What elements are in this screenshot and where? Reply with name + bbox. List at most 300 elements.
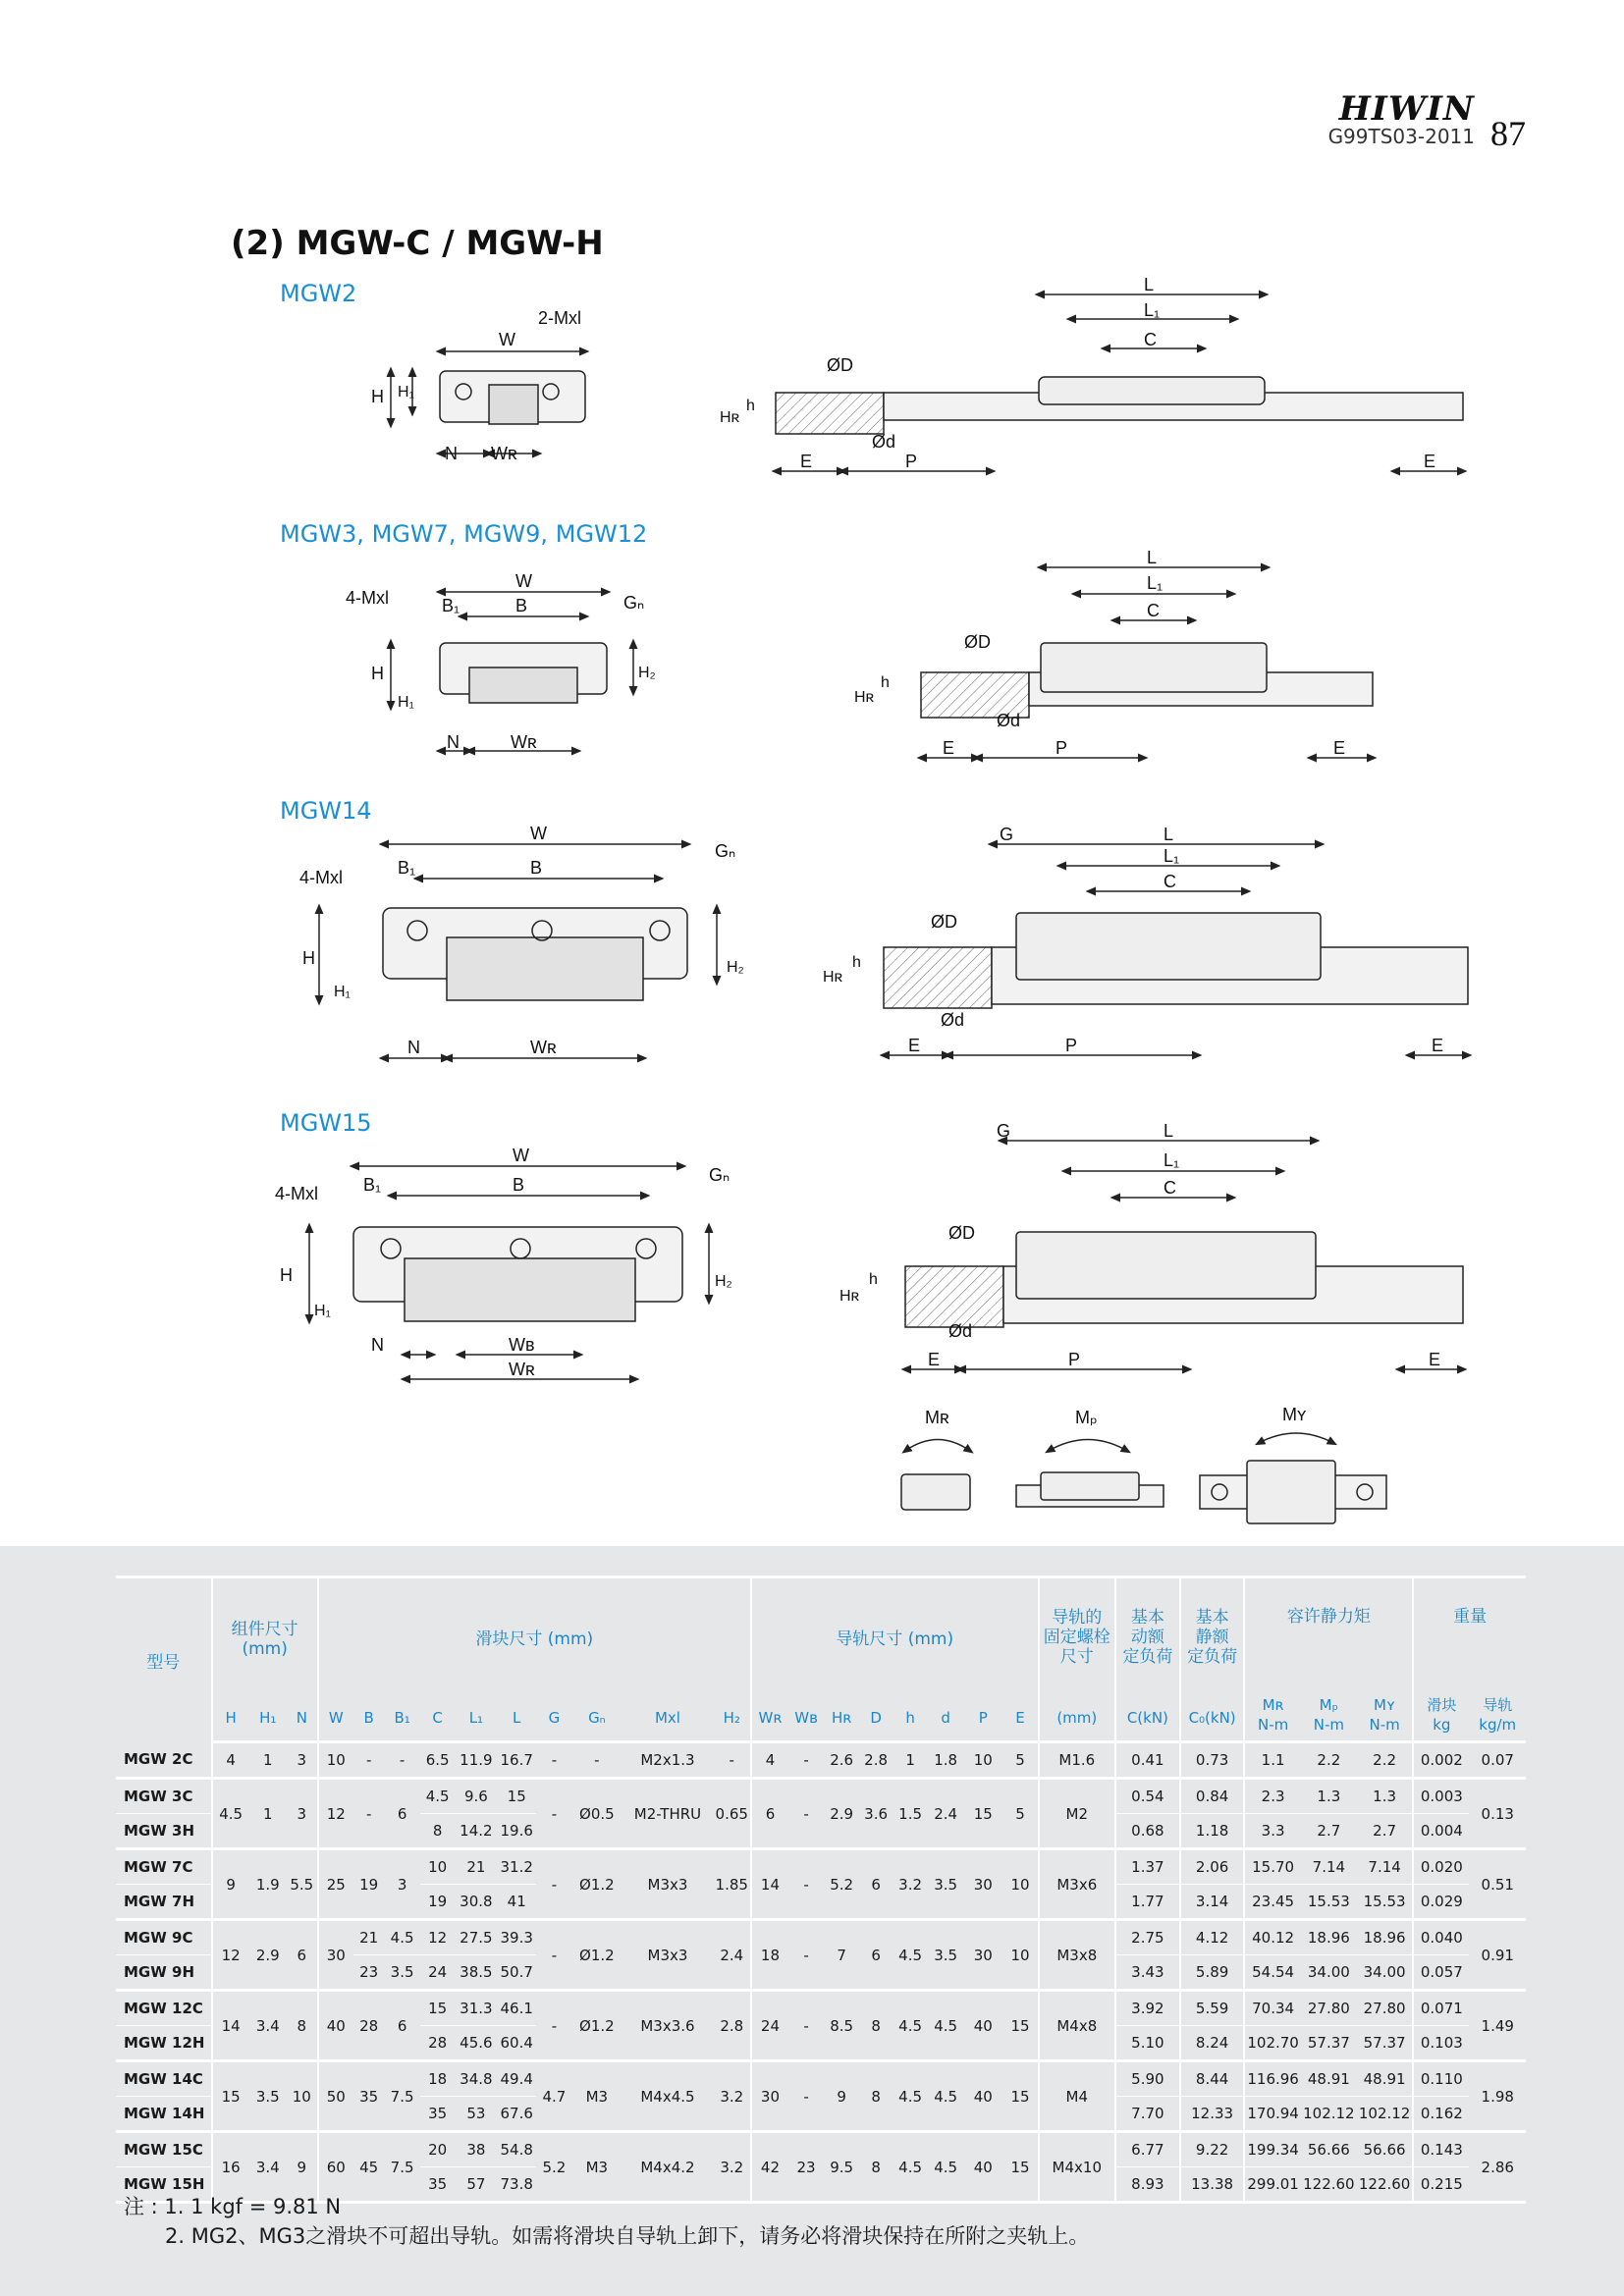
- model-label-mgw15: MGW15: [280, 1109, 372, 1137]
- mgw3-12-dim-b: B: [515, 596, 528, 615]
- cell-wr: 4: [751, 1742, 788, 1779]
- cell-mxl: M3x3: [622, 1849, 713, 1920]
- cell-mp: 57.37: [1301, 2026, 1357, 2061]
- cell-b: 28: [353, 1991, 385, 2061]
- cell-c0: 4.12: [1180, 1920, 1245, 1955]
- cell-mp: 56.66: [1301, 2132, 1357, 2167]
- mgw14-dim-mxl: 4-Mxl: [299, 868, 343, 887]
- cell-d: 8: [859, 1991, 893, 2061]
- cell-hr: 7: [824, 1920, 859, 1991]
- mgw14-dim-b: B: [530, 858, 543, 878]
- column-header: L₁: [456, 1695, 497, 1742]
- cell-cdyn: 6.77: [1115, 2132, 1180, 2167]
- mgw3-12-side-l1: L₁: [1147, 573, 1164, 593]
- specification-table-body: [116, 1742, 1526, 2203]
- mgw2-side-od-small: Ød: [872, 432, 896, 452]
- cell-hr: 9.5: [824, 2132, 859, 2203]
- header-weight: 重量: [1413, 1577, 1526, 1696]
- cell-h1: 2.9: [249, 1920, 287, 1991]
- cell-kg: 0.040: [1413, 1920, 1469, 1955]
- mgw15-side-c: C: [1164, 1178, 1176, 1198]
- mgw15-side-od-big: ØD: [948, 1223, 975, 1243]
- page-number: 87: [1490, 114, 1526, 153]
- specification-table: [116, 1575, 1526, 2204]
- model-cell: MGW 9C: [116, 1920, 212, 1955]
- cell-wr: 30: [751, 2061, 788, 2132]
- cell-cdyn: 3.43: [1115, 1955, 1180, 1991]
- mgw2-front-view: [391, 351, 585, 454]
- cell-my: 56.66: [1357, 2132, 1413, 2167]
- cell-cdyn: 1.77: [1115, 1885, 1180, 1920]
- header-model: 型号: [116, 1577, 212, 1742]
- cell-l: 39.3: [497, 1920, 536, 1955]
- cell-h1: 3.4: [249, 1991, 287, 2061]
- cell-bolt: M2: [1039, 1779, 1115, 1849]
- cell-g: -: [536, 1991, 571, 2061]
- mgw15-dim-gn: Gₙ: [709, 1165, 731, 1185]
- cell-mr: 3.3: [1244, 1814, 1300, 1849]
- mgw2-dim-w: W: [499, 330, 515, 349]
- cell-l: 31.2: [497, 1849, 536, 1885]
- cell-mxl: M3x3.6: [622, 1991, 713, 2061]
- cell-bolt: M4x10: [1039, 2132, 1115, 2203]
- cell-e: 15: [1002, 1991, 1038, 2061]
- mgw3-12-side-hr: Hʀ: [854, 689, 875, 706]
- mgw2-side-od-big: ØD: [827, 355, 853, 375]
- column-header: B: [353, 1695, 385, 1742]
- cell-wb: 23: [788, 2132, 824, 2203]
- cell-h1: 1: [249, 1779, 287, 1849]
- cell-my: 57.37: [1357, 2026, 1413, 2061]
- cell-cdyn: 7.70: [1115, 2097, 1180, 2132]
- cell-cdyn: 0.54: [1115, 1779, 1180, 1814]
- cell-kg: 0.003: [1413, 1779, 1469, 1814]
- cell-cdyn: 0.68: [1115, 1814, 1180, 1849]
- cell-n: 3: [287, 1742, 318, 1779]
- mgw14-dim-n: N: [407, 1038, 420, 1057]
- cell-wb: -: [788, 1742, 824, 1779]
- mgw14-dim-h: H: [302, 948, 315, 968]
- cell-wr: 42: [751, 2132, 788, 2203]
- mgw14-front-view: [319, 844, 717, 1058]
- cell-w: 40: [318, 1991, 353, 2061]
- cell-c0: 0.73: [1180, 1742, 1245, 1779]
- cell-c: 8: [420, 1814, 456, 1849]
- column-header: C₀(kN): [1180, 1695, 1245, 1742]
- cell-mp: 34.00: [1301, 1955, 1357, 1991]
- mgw3-12-dim-gn: Gₙ: [623, 593, 645, 613]
- document-code: G99TS03-2011: [1327, 125, 1475, 148]
- mgw14-dim-h1: H₁: [334, 984, 351, 1000]
- cell-my: 34.00: [1357, 1955, 1413, 1991]
- cell-p: 40: [963, 1991, 1002, 2061]
- cell-mp: 2.2: [1301, 1742, 1357, 1779]
- mgw15-dim-b1: B₁: [363, 1175, 382, 1195]
- cell-g: 5.2: [536, 2132, 571, 2203]
- mgw14-side-c: C: [1164, 872, 1176, 891]
- cell-c: 28: [420, 2026, 456, 2061]
- cell-c: 6.5: [420, 1742, 456, 1779]
- cell-c0: 12.33: [1180, 2097, 1245, 2132]
- cell-h: 4.5: [212, 1779, 249, 1849]
- cell-gn: -: [571, 1742, 622, 1779]
- cell-mp: 122.60: [1301, 2167, 1357, 2203]
- mgw14-side-od-big: ØD: [931, 912, 957, 932]
- mgw15-side-p: P: [1068, 1350, 1081, 1369]
- mgw15-side-e-left: E: [928, 1350, 941, 1369]
- mgw3-12-side-c: C: [1147, 601, 1160, 620]
- cell-b1: 7.5: [385, 2132, 420, 2203]
- column-header: Gₙ: [571, 1695, 622, 1742]
- model-cell: MGW 15C: [116, 2132, 212, 2167]
- cell-h: 4.5: [893, 2132, 928, 2203]
- cell-kg: 0.004: [1413, 1814, 1469, 1849]
- cell-mxl: M4x4.2: [622, 2132, 713, 2203]
- cell-bolt: M3x8: [1039, 1920, 1115, 1991]
- table-row: [116, 1920, 1526, 1955]
- cell-l1: 21: [456, 1849, 497, 1885]
- cell-e: 10: [1002, 1849, 1038, 1920]
- cell-my: 122.60: [1357, 2167, 1413, 2203]
- column-header: Mʏ N-m: [1357, 1695, 1413, 1742]
- cell-bolt: M4x8: [1039, 1991, 1115, 2061]
- cell-d: 8: [859, 2132, 893, 2203]
- mgw14-side-hr: Hʀ: [823, 969, 843, 986]
- cell-h: 1: [893, 1742, 928, 1779]
- cell-mr: 102.70: [1244, 2026, 1300, 2061]
- cell-h: 4.5: [893, 1991, 928, 2061]
- cell-h2: 3.2: [714, 2061, 751, 2132]
- cell-rail_kg: 0.91: [1469, 1920, 1526, 1991]
- cell-h2: 3.2: [714, 2132, 751, 2203]
- cell-mp: 102.12: [1301, 2097, 1357, 2132]
- cell-l1: 31.3: [456, 1991, 497, 2026]
- mgw15-side-l: L: [1164, 1121, 1174, 1141]
- cell-l: 50.7: [497, 1955, 536, 1991]
- mgw15-dim-wr: Wʀ: [509, 1360, 535, 1379]
- cell-hr: 9: [824, 2061, 859, 2132]
- mgw3-12-dim-h2: H₂: [638, 665, 656, 681]
- cell-mr: 199.34: [1244, 2132, 1300, 2167]
- cell-c: 24: [420, 1955, 456, 1991]
- cell-l1: 38: [456, 2132, 497, 2167]
- mgw3-12-dim-b1: B₁: [442, 596, 460, 615]
- cell-h: 14: [212, 1991, 249, 2061]
- cell-wr: 18: [751, 1920, 788, 1991]
- mgw14-side-l1: L₁: [1164, 846, 1180, 866]
- cell-c: 35: [420, 2167, 456, 2203]
- cell-mp: 15.53: [1301, 1885, 1357, 1920]
- model-cell: MGW 3C: [116, 1779, 212, 1814]
- column-header: Wʀ: [751, 1695, 788, 1742]
- cell-my: 18.96: [1357, 1920, 1413, 1955]
- cell-c: 19: [420, 1885, 456, 1920]
- mgw3-12-side-od-big: ØD: [964, 632, 991, 652]
- cell-l: 67.6: [497, 2097, 536, 2132]
- cell-hr: 8.5: [824, 1991, 859, 2061]
- cell-kg: 0.071: [1413, 1991, 1469, 2026]
- cell-bolt: M1.6: [1039, 1742, 1115, 1779]
- section-title: (2) MGW-C / MGW-H: [231, 224, 604, 263]
- cell-b: -: [353, 1779, 385, 1849]
- cell-c0: 8.24: [1180, 2026, 1245, 2061]
- cell-n: 10: [287, 2061, 318, 2132]
- cell-h: 3.2: [893, 1849, 928, 1920]
- note-1: 注 : 1. 1 kgf = 9.81 N: [124, 2195, 342, 2218]
- cell-c: 4.5: [420, 1779, 456, 1814]
- cell-h: 4.5: [893, 1920, 928, 1991]
- cell-kg: 0.215: [1413, 2167, 1469, 2203]
- cell-h: 4.5: [893, 2061, 928, 2132]
- cell-mr: 40.12: [1244, 1920, 1300, 1955]
- cell-my: 27.80: [1357, 1991, 1413, 2026]
- cell-kg: 0.110: [1413, 2061, 1469, 2097]
- column-header: Mxl: [622, 1695, 713, 1742]
- mgw2-side-h: h: [746, 398, 755, 414]
- column-header: W: [318, 1695, 353, 1742]
- cell-l1: 14.2: [456, 1814, 497, 1849]
- cell-d: 2.4: [928, 1779, 963, 1849]
- cell-d: 3.6: [859, 1779, 893, 1849]
- cell-b: 45: [353, 2132, 385, 2203]
- table-notes: [124, 2192, 1089, 2251]
- cell-mp: 1.3: [1301, 1779, 1357, 1814]
- column-header: B₁: [385, 1695, 420, 1742]
- cell-g: -: [536, 1779, 571, 1849]
- cell-c: 35: [420, 2097, 456, 2132]
- cell-h2: 2.4: [714, 1920, 751, 1991]
- cell-kg: 0.143: [1413, 2132, 1469, 2167]
- cell-d: 3.5: [928, 1849, 963, 1920]
- cell-my: 2.2: [1357, 1742, 1413, 1779]
- mgw3-12-side-od-small: Ød: [997, 711, 1021, 730]
- cell-cdyn: 1.37: [1115, 1849, 1180, 1885]
- mgw3-12-side-e-right: E: [1333, 738, 1346, 758]
- cell-c0: 5.59: [1180, 1991, 1245, 2026]
- cell-kg: 0.020: [1413, 1849, 1469, 1885]
- cell-l1: 53: [456, 2097, 497, 2132]
- cell-h: 4: [212, 1742, 249, 1779]
- table-row: [116, 2132, 1526, 2167]
- cell-w: 12: [318, 1779, 353, 1849]
- cell-l1: 9.6: [456, 1779, 497, 1814]
- cell-c0: 9.22: [1180, 2132, 1245, 2167]
- cell-h: 9: [212, 1849, 249, 1920]
- column-header: C: [420, 1695, 456, 1742]
- mgw3-12-dim-h1: H₁: [398, 694, 414, 711]
- mgw15-dim-h2: H₂: [715, 1273, 732, 1290]
- cell-b: 23: [353, 1955, 385, 1991]
- cell-my: 7.14: [1357, 1849, 1413, 1885]
- mgw2-side-p: P: [905, 452, 918, 471]
- cell-wb: -: [788, 1849, 824, 1920]
- cell-mr: 2.3: [1244, 1779, 1300, 1814]
- mgw15-dim-h1: H₁: [314, 1303, 331, 1319]
- cell-l1: 34.8: [456, 2061, 497, 2097]
- cell-e: 5: [1002, 1779, 1038, 1849]
- cell-mr: 54.54: [1244, 1955, 1300, 1991]
- mgw15-side-h: h: [869, 1271, 878, 1288]
- cell-l1: 30.8: [456, 1885, 497, 1920]
- cell-rail_kg: 0.13: [1469, 1779, 1526, 1849]
- cell-mr: 15.70: [1244, 1849, 1300, 1885]
- mgw2-dim-wr: Wʀ: [491, 444, 517, 463]
- column-header: (mm): [1039, 1695, 1115, 1742]
- cell-c: 20: [420, 2132, 456, 2167]
- cell-e: 10: [1002, 1920, 1038, 1991]
- cell-c0: 3.14: [1180, 1885, 1245, 1920]
- column-header: Wʙ: [788, 1695, 824, 1742]
- cell-mxl: M2-THRU: [622, 1779, 713, 1849]
- cell-l: 15: [497, 1779, 536, 1814]
- cell-w: 50: [318, 2061, 353, 2132]
- table-row: [116, 1991, 1526, 2026]
- header-bolt: 导轨的 固定螺栓 尺寸: [1039, 1577, 1115, 1696]
- cell-my: 2.7: [1357, 1814, 1413, 1849]
- mgw14-side-e-left: E: [908, 1036, 921, 1055]
- cell-c0: 8.44: [1180, 2061, 1245, 2097]
- column-header: G: [536, 1695, 571, 1742]
- cell-kg: 0.103: [1413, 2026, 1469, 2061]
- cell-c: 18: [420, 2061, 456, 2097]
- mgw3-12-dim-w: W: [515, 571, 532, 591]
- cell-l1: 45.6: [456, 2026, 497, 2061]
- cell-b: 35: [353, 2061, 385, 2132]
- cell-c: 12: [420, 1920, 456, 1955]
- mgw14-side-h: h: [852, 954, 861, 971]
- cell-my: 15.53: [1357, 1885, 1413, 1920]
- cell-mp: 48.91: [1301, 2061, 1357, 2097]
- cell-mxl: M2x1.3: [622, 1742, 713, 1779]
- cell-p: 40: [963, 2132, 1002, 2203]
- cell-w: 25: [318, 1849, 353, 1920]
- mgw3-12-side-p: P: [1056, 738, 1068, 758]
- cell-hr: 2.6: [824, 1742, 859, 1779]
- column-header: Hʀ: [824, 1695, 859, 1742]
- model-label-mgw14: MGW14: [280, 797, 372, 825]
- mgw3-12-dim-h: H: [371, 664, 384, 683]
- model-cell: MGW 9H: [116, 1955, 212, 1991]
- cell-c0: 5.89: [1180, 1955, 1245, 1991]
- model-cell: MGW 2C: [116, 1742, 212, 1779]
- cell-l: 16.7: [497, 1742, 536, 1779]
- cell-cdyn: 0.41: [1115, 1742, 1180, 1779]
- mgw14-dim-w: W: [530, 824, 547, 843]
- cell-g: -: [536, 1920, 571, 1991]
- mgw14-side-l: L: [1164, 825, 1174, 844]
- model-cell: MGW 14C: [116, 2061, 212, 2097]
- cell-cdyn: 8.93: [1115, 2167, 1180, 2203]
- cell-mr: 1.1: [1244, 1742, 1300, 1779]
- header-static-load: 基本 静额 定负荷: [1180, 1577, 1245, 1696]
- mgw2-dim-h1: H₁: [398, 384, 414, 400]
- cell-h2: 1.85: [714, 1849, 751, 1920]
- cell-p: 15: [963, 1779, 1002, 1849]
- cell-cdyn: 5.90: [1115, 2061, 1180, 2097]
- cell-mp: 7.14: [1301, 1849, 1357, 1885]
- mgw3-12-side-l: L: [1147, 548, 1158, 567]
- cell-b1: 6: [385, 1991, 420, 2061]
- mgw15-side-l1: L₁: [1164, 1150, 1180, 1170]
- cell-wr: 14: [751, 1849, 788, 1920]
- table-row: [116, 2061, 1526, 2097]
- cell-wb: -: [788, 1779, 824, 1849]
- cell-c0: 0.84: [1180, 1779, 1245, 1814]
- cell-n: 3: [287, 1779, 318, 1849]
- cell-b1: 3: [385, 1849, 420, 1920]
- mgw15-side-g: G: [997, 1121, 1011, 1141]
- model-cell: MGW 12H: [116, 2026, 212, 2061]
- cell-b1: 7.5: [385, 2061, 420, 2132]
- cell-b1: 3.5: [385, 1955, 420, 1991]
- cell-gn: Ø1.2: [571, 1920, 622, 1991]
- header-block: 滑块尺寸 (mm): [318, 1577, 751, 1696]
- cell-mr: 170.94: [1244, 2097, 1300, 2132]
- model-cell: MGW 14H: [116, 2097, 212, 2132]
- mgw3-12-front-view: [391, 592, 633, 751]
- cell-d: 2.8: [859, 1742, 893, 1779]
- cell-l: 19.6: [497, 1814, 536, 1849]
- mgw2-dim-mxl: 2-Mxl: [538, 308, 581, 328]
- cell-l1: 57: [456, 2167, 497, 2203]
- cell-h2: 2.8: [714, 1991, 751, 2061]
- cell-e: 5: [1002, 1742, 1038, 1779]
- cell-d: 4.5: [928, 2061, 963, 2132]
- brand-logo: HIWIN: [1338, 89, 1475, 129]
- mgw15-side-od-small: Ød: [948, 1321, 973, 1341]
- cell-mxl: M4x4.5: [622, 2061, 713, 2132]
- mgw15-dim-w: W: [513, 1146, 529, 1165]
- cell-mxl: M3x3: [622, 1920, 713, 1991]
- mgw14-dim-wr: Wʀ: [530, 1038, 557, 1057]
- model-cell: MGW 3H: [116, 1814, 212, 1849]
- mgw2-side-e-right: E: [1424, 452, 1436, 471]
- cell-c0: 2.06: [1180, 1849, 1245, 1885]
- column-header: 导轨 kg/m: [1469, 1695, 1526, 1742]
- cell-mr: 23.45: [1244, 1885, 1300, 1920]
- cell-h1: 3.4: [249, 2132, 287, 2203]
- header-moment: 容许静力矩: [1244, 1577, 1413, 1696]
- mgw3-12-dim-mxl: 4-Mxl: [346, 588, 389, 608]
- cell-h1: 3.5: [249, 2061, 287, 2132]
- cell-gn: Ø1.2: [571, 1849, 622, 1920]
- cell-l: 46.1: [497, 1991, 536, 2026]
- model-label-mgw2: MGW2: [280, 280, 357, 307]
- moment-icons: [901, 1433, 1386, 1523]
- cell-rail_kg: 1.98: [1469, 2061, 1526, 2132]
- column-header: d: [928, 1695, 963, 1742]
- cell-l: 41: [497, 1885, 536, 1920]
- cell-l: 54.8: [497, 2132, 536, 2167]
- mgw14-side-p: P: [1065, 1036, 1078, 1055]
- model-cell: MGW 12C: [116, 1991, 212, 2026]
- cell-gn: M3: [571, 2061, 622, 2132]
- column-header: N: [287, 1695, 318, 1742]
- cell-rail_kg: 2.86: [1469, 2132, 1526, 2203]
- column-header: E: [1002, 1695, 1038, 1742]
- mgw14-dim-gn: Gₙ: [715, 841, 736, 861]
- table-header-row-columns: [116, 1695, 1526, 1742]
- cell-d: 1.8: [928, 1742, 963, 1779]
- mgw15-dim-h: H: [280, 1265, 293, 1285]
- cell-kg: 0.057: [1413, 1955, 1469, 1991]
- column-header: H: [212, 1695, 249, 1742]
- cell-kg: 0.002: [1413, 1742, 1469, 1779]
- mgw2-dim-n: N: [445, 444, 458, 463]
- mgw14-dim-b1: B₁: [398, 858, 416, 878]
- cell-c0: 1.18: [1180, 1814, 1245, 1849]
- column-header: Mʀ N-m: [1244, 1695, 1300, 1742]
